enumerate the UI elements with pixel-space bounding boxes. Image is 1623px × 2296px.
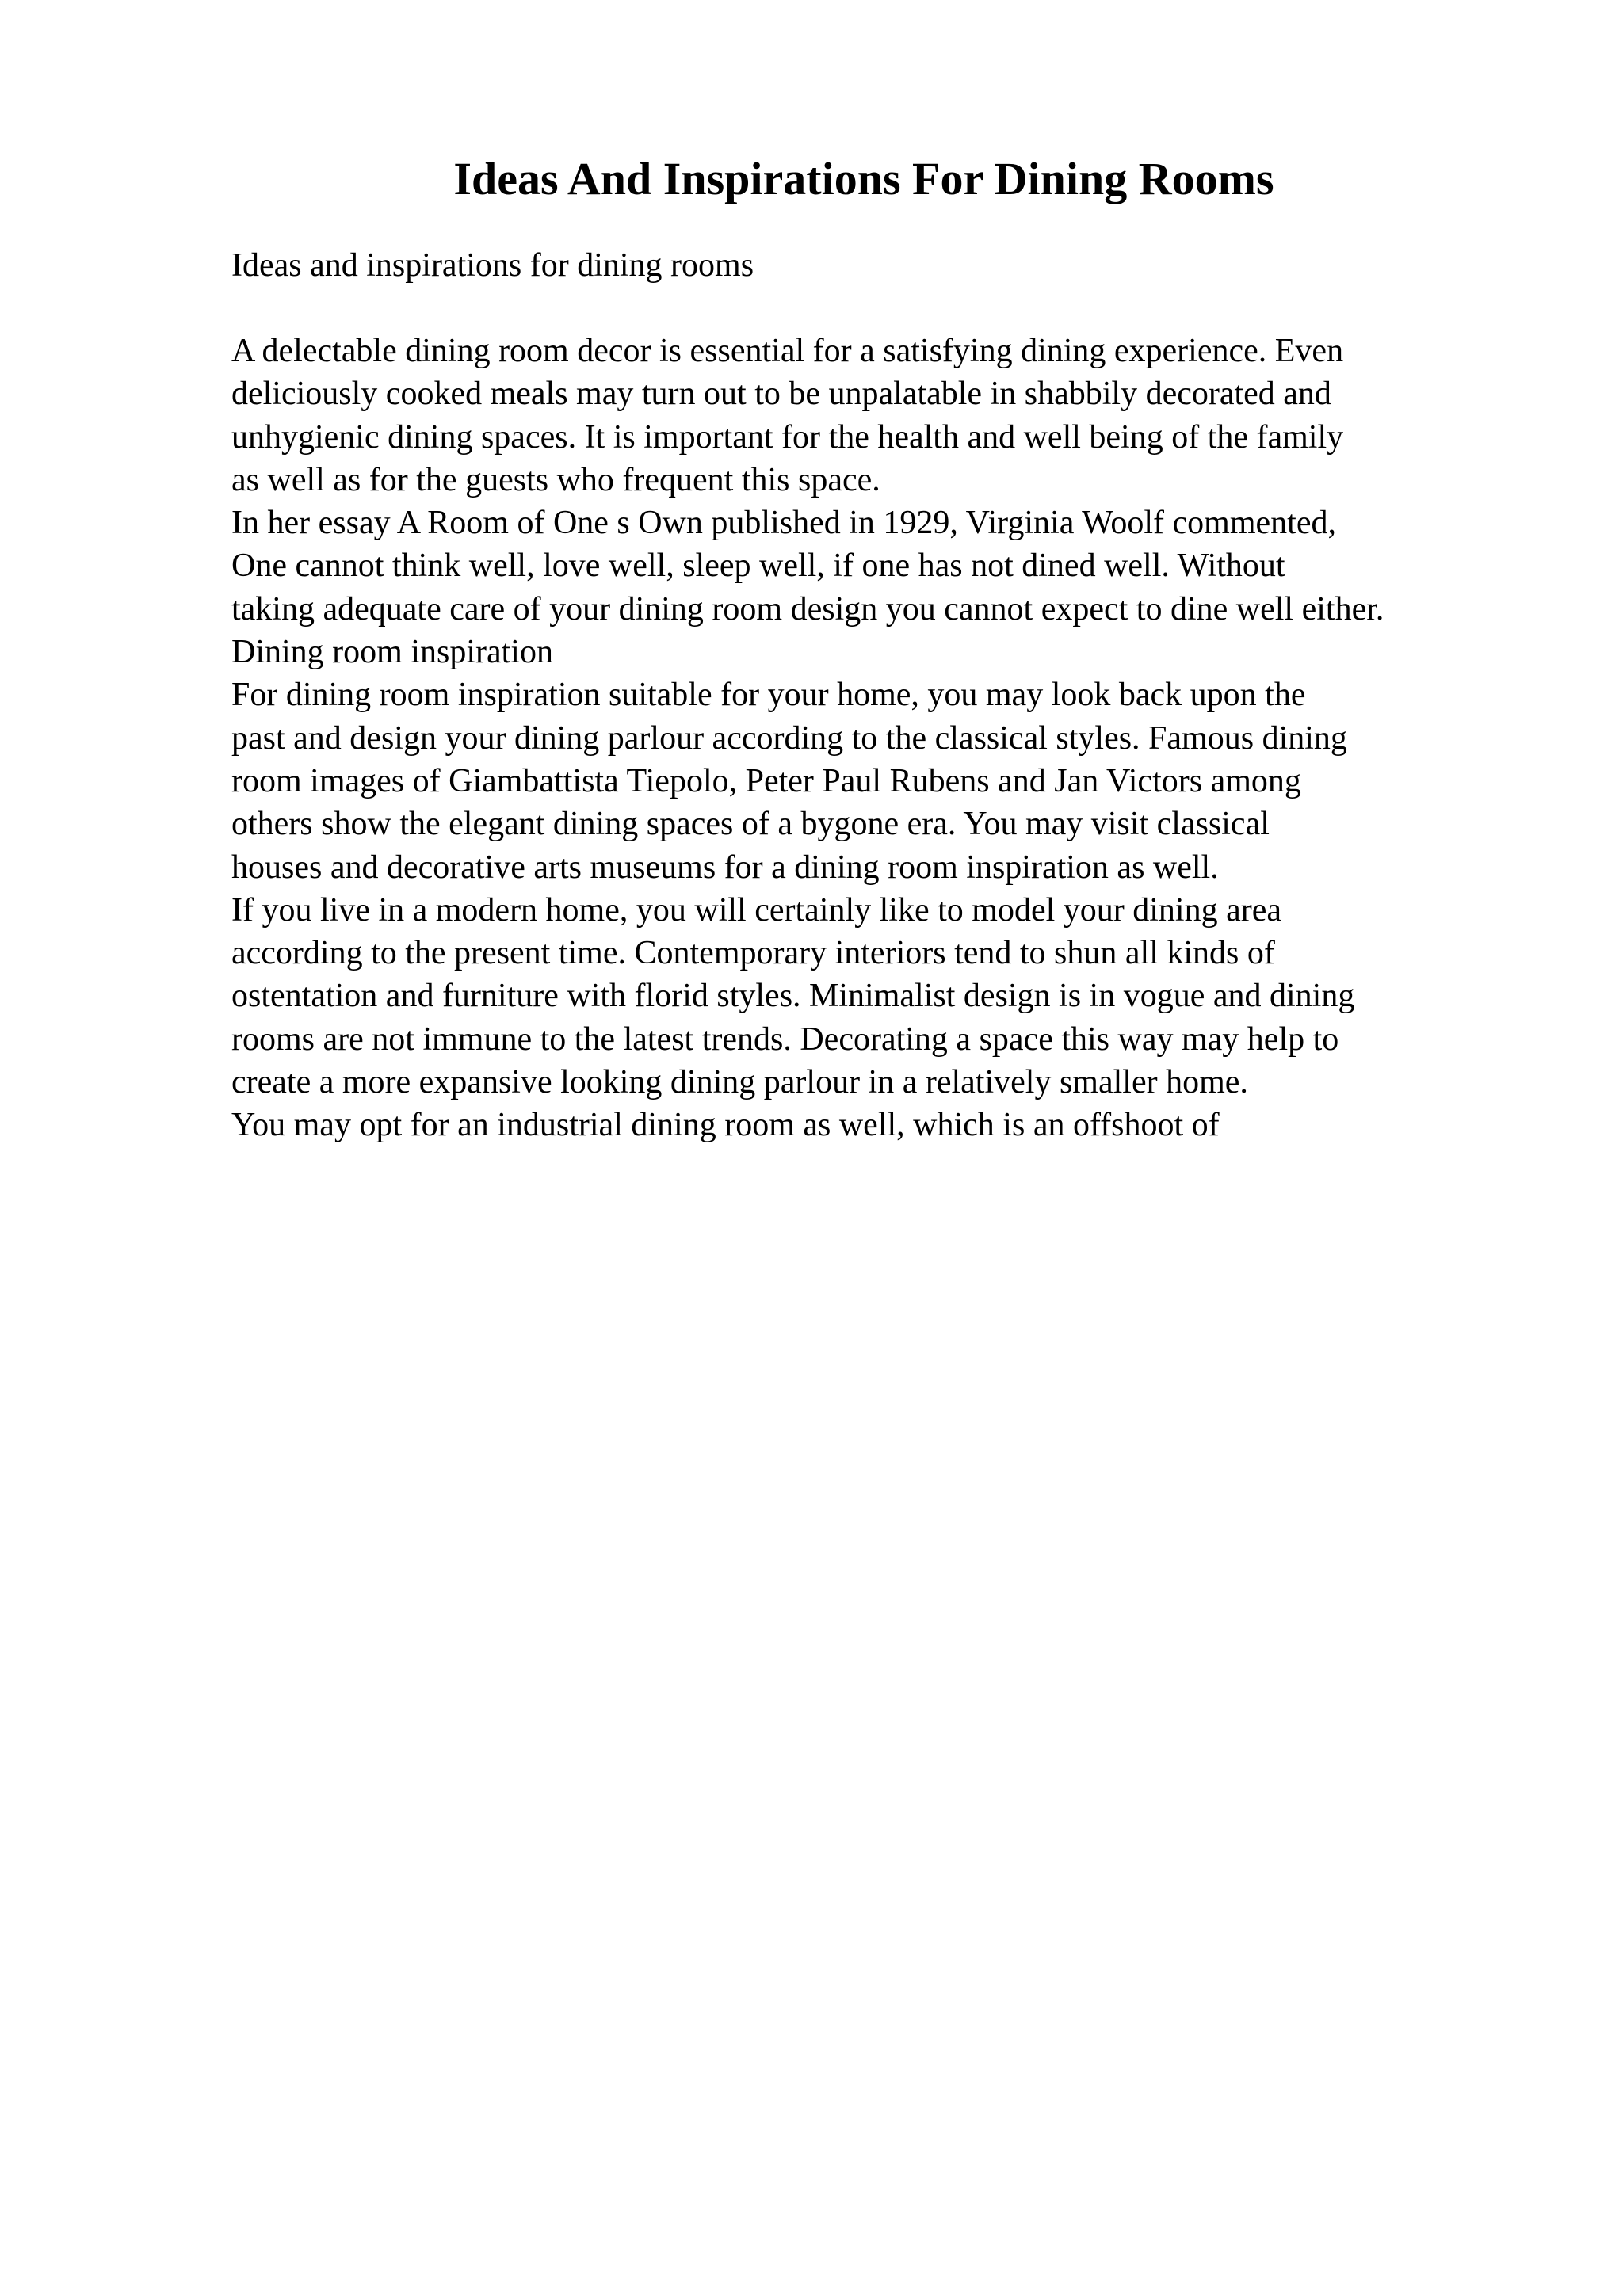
page-title: Ideas And Inspirations For Dining Rooms: [453, 153, 1274, 204]
text-line: One cannot think well, love well, sleep well, if one has not dined well. Without: [231, 547, 1285, 585]
text-line: as well as for the guests who frequent this space.: [231, 461, 880, 498]
text-line: In her essay A Room of One s Own published in 1929, Virginia Woolf commented,: [231, 505, 1336, 542]
text-line: taking adequate care of your dining room design you cannot expect to dine well either.: [231, 590, 1384, 627]
text-line: A delectable dining room decor is essential for a satisfying dining experience. Even: [231, 333, 1344, 369]
text-line: You may opt for an industrial dining room as well, which is an offshoot of: [231, 1107, 1220, 1144]
text-line: ostentation and furniture with florid styles. Minimalist design is in vogue and dining: [231, 978, 1355, 1015]
text-line: past and design your dining parlour according to the classical styles. Famous dining: [231, 719, 1347, 757]
text-line: rooms are not immune to the latest trends. Decorating a space this way may help to: [231, 1020, 1339, 1058]
section-heading: Dining room inspiration: [231, 634, 553, 671]
text-line: create a more expansive looking dining parlour in a relatively smaller home.: [231, 1064, 1248, 1101]
text-line: houses and decorative arts museums for a dining room inspiration as well.: [231, 849, 1219, 886]
body-text: [231, 330, 1384, 1147]
text-line: For dining room inspiration suitable for your home, you may look back upon the: [231, 677, 1306, 714]
text-line: others show the elegant dining spaces of a bygone era. You may visit classical: [231, 806, 1270, 843]
text-line: room images of Giambattista Tiepolo, Peter Paul Rubens and Jan Victors among: [231, 762, 1301, 799]
text-line: unhygienic dining spaces. It is important for the health and well being of the family: [231, 418, 1344, 456]
text-line: If you live in a modern home, you will certainly like to model your dining area: [231, 891, 1281, 929]
text-line: deliciously cooked meals may turn out to be unpalatable in shabbily decorated and: [231, 376, 1331, 413]
text-line: according to the present time. Contemporary interiors tend to shun all kinds of: [231, 935, 1275, 972]
page-subtitle: Ideas and inspirations for dining rooms: [231, 247, 754, 284]
